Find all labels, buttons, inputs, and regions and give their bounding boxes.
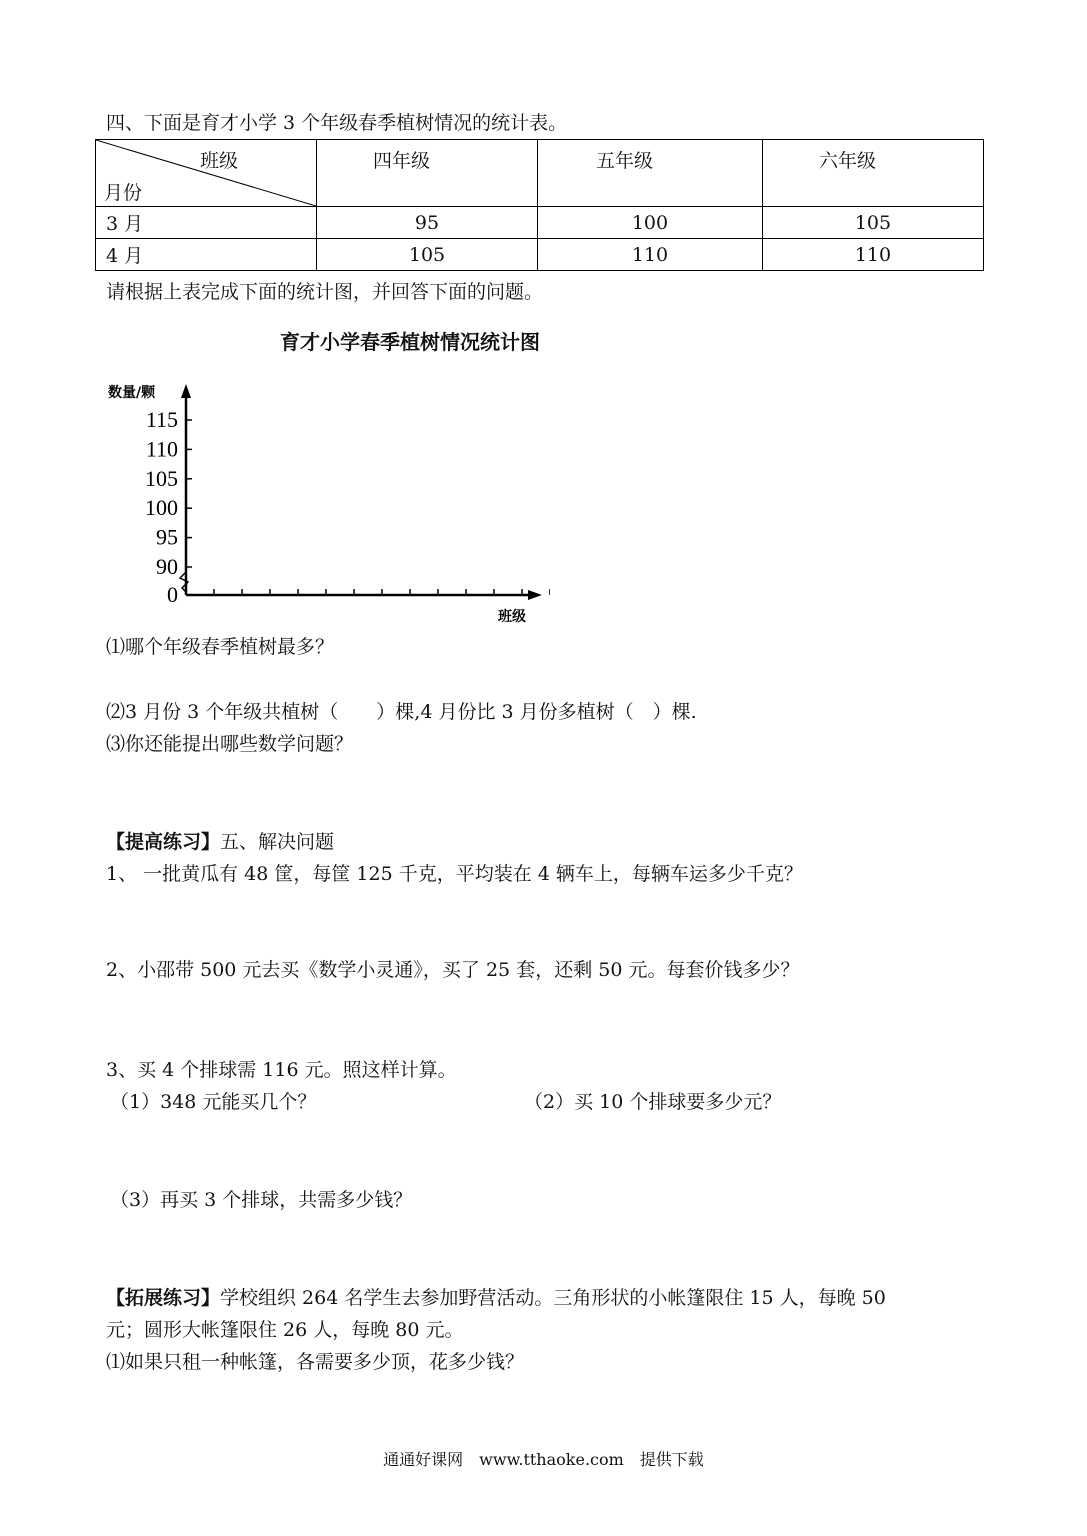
y-tick-label: 0	[167, 582, 178, 607]
y-tick-label: 100	[145, 495, 178, 521]
table-cell: 110	[538, 239, 763, 271]
chart-title: 育才小学春季植树情况统计图	[280, 330, 540, 354]
q5-problem-3c: （3）再买 3 个排球，共需多少钱？	[110, 1189, 413, 1211]
table-row	[96, 239, 984, 271]
corner-label-month: 月份	[104, 182, 143, 204]
table-cell: 100	[538, 207, 763, 239]
y-tick-label: 105	[145, 465, 178, 491]
table-corner-cell	[96, 140, 317, 207]
table-cell: 105	[317, 239, 538, 271]
y-axis-label: 数量/颗	[108, 385, 156, 401]
section-title: 五、解决问题	[220, 831, 335, 853]
q4-heading: 四、下面是育才小学 3 个年级春季植树情况的统计表。	[106, 112, 568, 134]
page-footer: 通通好课网 www.tthaoke.com 提供下载	[383, 1450, 704, 1469]
bar-chart	[100, 376, 550, 631]
table-row	[96, 207, 984, 239]
column-header: 五年级	[538, 140, 763, 207]
ext-line-1	[106, 1287, 886, 1310]
section-tag: 【拓展练习】	[106, 1287, 221, 1309]
y-tick-label: 115	[145, 407, 178, 432]
q4-sub3: ⑶你还能提出哪些数学问题？	[106, 733, 354, 755]
ext-line-2: 元；圆形大帐篷限住 26 人，每晚 80 元。	[106, 1319, 464, 1341]
x-axis-label: 班级	[498, 609, 526, 625]
ext-sub1: ⑴如果只租一种帐篷，各需要多少顶，花多少钱？	[106, 1351, 525, 1373]
table-cell: 105	[762, 207, 983, 239]
table-cell: 95	[317, 207, 538, 239]
q4-sub1: ⑴哪个年级春季植树最多？	[106, 636, 335, 658]
q5-problem-3b: （2）买 10 个排球要多少元？	[524, 1091, 782, 1113]
column-header: 四年级	[317, 140, 538, 207]
q5-problem-3a: （1）348 元能买几个？	[110, 1091, 317, 1113]
x-axis-arrow-icon	[528, 590, 542, 600]
q5-problem-2: 2、小邵带 500 元去买《数学小灵通》，买了 25 套，还剩 50 元。每套价钱多少？	[106, 959, 800, 981]
statistics-table	[95, 139, 984, 271]
q5-problem-1: 1、 一批黄瓜有 48 筐，每筐 125 千克，平均装在 4 辆车上，每辆车运多少千克？	[106, 863, 803, 885]
q5-problem-3: 3、买 4 个排球需 116 元。照这样计算。	[106, 1059, 457, 1081]
y-axis-arrow-icon	[181, 384, 191, 398]
row-label: 3 月	[96, 207, 317, 239]
corner-label-class: 班级	[200, 150, 239, 172]
y-tick-label: 90	[156, 554, 178, 579]
ext-text: 学校组织 264 名学生去参加野营活动。三角形状的小帐篷限住 15 人，每晚 50	[220, 1287, 886, 1309]
row-label: 4 月	[96, 239, 317, 271]
column-header: 六年级	[762, 140, 983, 207]
q4-sub2: ⑵3 月份 3 个年级共植树（ ）棵,4 月份比 3 月份多植树（ ）棵.	[106, 701, 697, 723]
y-tick-label: 110	[145, 436, 178, 462]
q5-heading	[106, 831, 334, 854]
q4-instruction: 请根据上表完成下面的统计图，并回答下面的问题。	[106, 281, 544, 303]
table-cell: 110	[762, 239, 983, 271]
section-tag: 【提高练习】	[106, 831, 221, 853]
y-tick-label: 95	[156, 524, 178, 550]
